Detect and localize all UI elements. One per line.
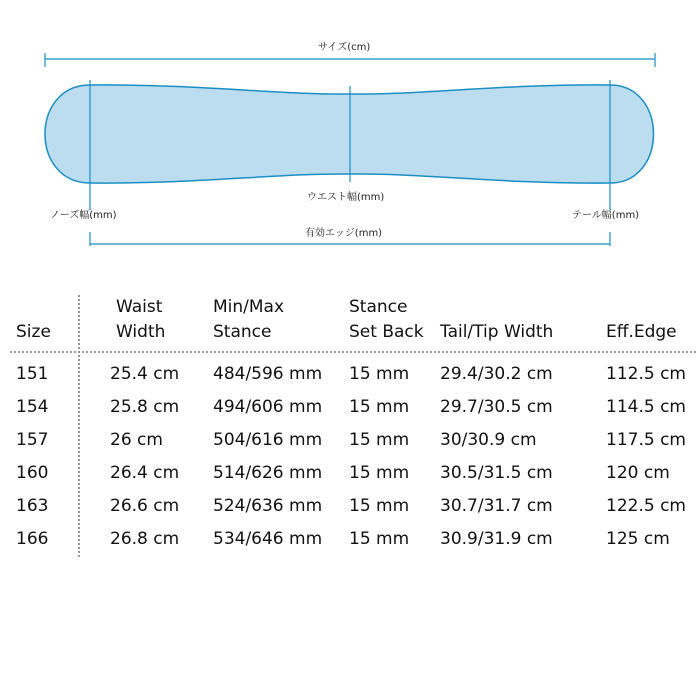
size-cell: 163 <box>16 496 49 516</box>
stance-cell: 534/646 mm <box>213 529 323 549</box>
waist-cell: 26.4 cm <box>110 463 180 483</box>
eff-edge-cell: 122.5 cm <box>606 496 686 516</box>
waist-label: ウエスト幅(mm) <box>307 192 385 203</box>
waist-cell: 26.6 cm <box>110 496 180 516</box>
setback-cell: 15 mm <box>349 463 410 483</box>
tail-tip-cell: 29.4/30.2 cm <box>440 364 553 384</box>
column-divider <box>78 295 80 557</box>
setback-cell: 15 mm <box>349 430 410 450</box>
size-cell: 166 <box>16 529 49 549</box>
header-divider <box>10 351 696 353</box>
stance-cell: 504/616 mm <box>213 430 323 450</box>
eff-edge-cell: 117.5 cm <box>606 430 686 450</box>
setback-cell: 15 mm <box>349 496 410 516</box>
tail-tip-cell: 29.7/30.5 cm <box>440 397 553 417</box>
setback-cell: 15 mm <box>349 529 410 549</box>
eff-edge-cell: 120 cm <box>606 463 670 483</box>
stance-cell: 514/626 mm <box>213 463 323 483</box>
header-eff-edge: Eff.Edge <box>606 322 677 342</box>
tail-tip-cell: 30.9/31.9 cm <box>440 529 553 549</box>
specs-table <box>0 280 700 560</box>
header-stance-line2: Stance <box>213 322 272 342</box>
size-cell: 160 <box>16 463 49 483</box>
waist-cell: 25.8 cm <box>110 397 180 417</box>
header-size: Size <box>16 322 51 342</box>
tail-width-label: テール幅(mm) <box>572 210 640 221</box>
nose-width-label: ノーズ幅(mm) <box>50 210 117 221</box>
stance-cell: 484/596 mm <box>213 364 323 384</box>
header-setback-line2: Set Back <box>349 322 424 342</box>
setback-cell: 15 mm <box>349 364 410 384</box>
setback-cell: 15 mm <box>349 397 410 417</box>
header-tail-tip: Tail/Tip Width <box>440 322 554 342</box>
board-outline <box>45 85 654 183</box>
waist-cell: 26.8 cm <box>110 529 180 549</box>
eff-edge-cell: 112.5 cm <box>606 364 686 384</box>
board-diagram <box>0 0 700 260</box>
header-stance-line1: Min/Max <box>213 297 285 317</box>
header-setback-line1: Stance <box>349 297 408 317</box>
header-waist-line2: Width <box>116 322 166 342</box>
tail-tip-cell: 30.5/31.5 cm <box>440 463 553 483</box>
size-label: サイズ(cm) <box>318 42 371 53</box>
edge-label: 有効エッジ(mm) <box>305 228 383 239</box>
waist-cell: 25.4 cm <box>110 364 180 384</box>
size-cell: 154 <box>16 397 49 417</box>
eff-edge-cell: 114.5 cm <box>606 397 686 417</box>
size-cell: 151 <box>16 364 49 384</box>
header-waist-line1: Waist <box>116 297 163 317</box>
stance-cell: 524/636 mm <box>213 496 323 516</box>
stance-cell: 494/606 mm <box>213 397 323 417</box>
waist-cell: 26 cm <box>110 430 163 450</box>
size-cell: 157 <box>16 430 49 450</box>
eff-edge-cell: 125 cm <box>606 529 670 549</box>
tail-tip-cell: 30.7/31.7 cm <box>440 496 553 516</box>
tail-tip-cell: 30/30.9 cm <box>440 430 537 450</box>
